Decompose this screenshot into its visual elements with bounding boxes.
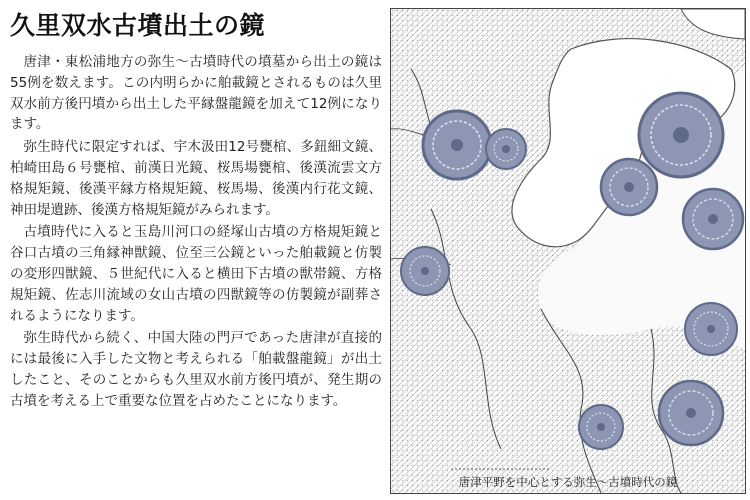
paragraph: 古墳時代に入ると玉島川河口の経塚山古墳の方格規矩鏡と谷口古墳の三角縁神獣鏡、位至三公鏡といった舶載鏡と仿製の変形四獣鏡、５世紀代に入ると横田下古墳の獣帯鏡、方格規矩鏡、佐志川流域の女山古墳の四獣鏡等の仿製鏡が副葬されるようになります。	[10, 224, 382, 324]
mirror	[579, 405, 623, 449]
mirror	[685, 303, 737, 355]
paragraph: 弥生時代に限定すれば、宇木汲田12号甕棺、多鈕細文鏡、柏崎田島６号甕棺、前漢日光鏡、桜馬場甕棺、後漢流雲文方格規矩鏡、後漢平縁方格規矩鏡、桜馬場、後漢内行花文鏡、神田堤遺跡、後漢方格規矩鏡がみられます。	[10, 139, 382, 218]
mirror	[486, 129, 526, 169]
mirror	[601, 159, 657, 215]
map-illustration	[391, 9, 745, 493]
mirror	[639, 93, 723, 177]
mirror-map-figure	[390, 8, 746, 494]
page-title: 久里双水古墳出土の鏡	[10, 11, 266, 40]
paragraph: 弥生時代から続く、中国大陸の門戸であった唐津が直接的には最後に入手した文物と考えられる「舶載盤龍鏡」が出土したこと、そのことからも久里双水前方後円墳が、発生期の古墳を考える上で重要な位置を占めたことになります。	[10, 330, 382, 409]
article-body	[10, 52, 382, 414]
paragraph: 唐津・東松浦地方の弥生～古墳時代の墳墓から出土の鏡は55例を数えます。この内明らかに舶載鏡とされるものは久里双水前方後円墳から出土した平縁盤龍鏡を加えて12例になります。	[10, 54, 382, 133]
mirror	[423, 111, 491, 179]
mirror	[683, 189, 743, 249]
mirror	[401, 247, 449, 295]
mirror	[659, 381, 723, 445]
figure-caption: 唐津平野を中心とする弥生～古墳時代の鏡	[458, 475, 678, 489]
